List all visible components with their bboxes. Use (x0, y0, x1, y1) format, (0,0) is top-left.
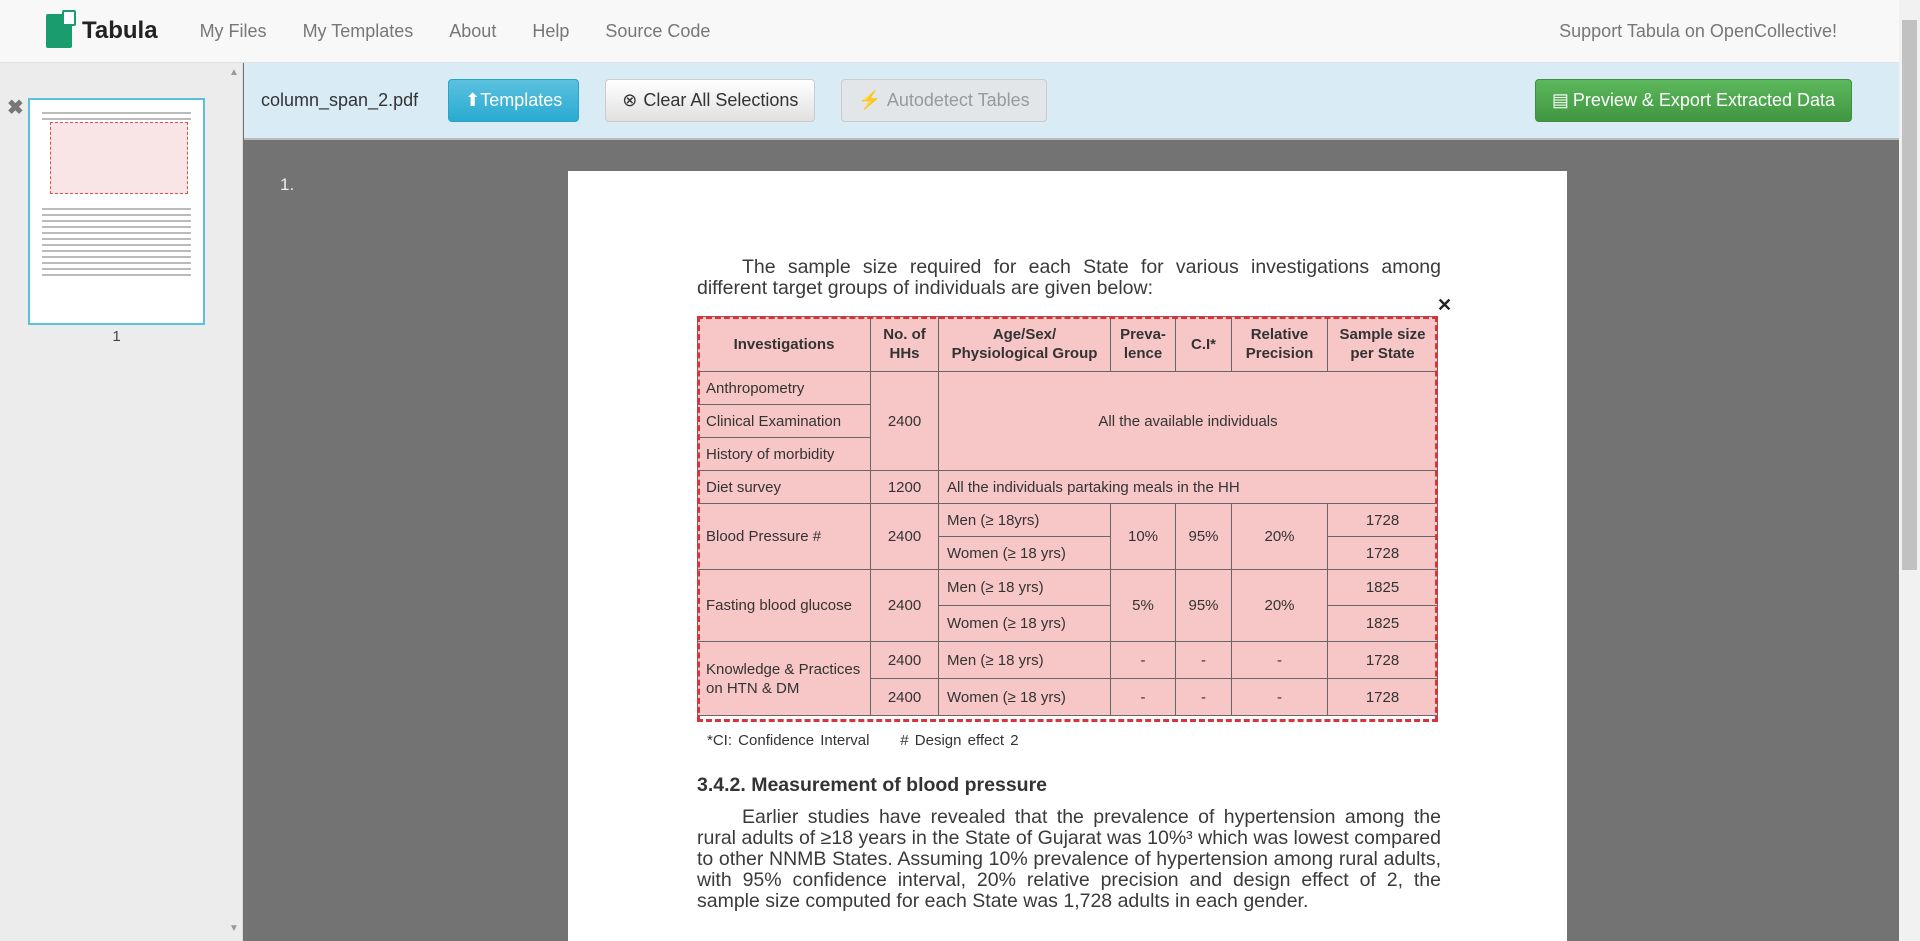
cell: 10% (1111, 504, 1176, 570)
export-label: Preview & Export Extracted Data (1572, 90, 1835, 110)
remove-page-icon[interactable]: ✖ (7, 97, 24, 119)
page-thumbnails-sidebar (0, 63, 243, 941)
header-cell: Investigations (698, 317, 871, 372)
cell: - (1232, 642, 1328, 679)
table-row (698, 642, 1438, 679)
cell: All the individuals partaking meals in the HH (939, 471, 1438, 504)
cell: Men (≥ 18yrs) (939, 504, 1111, 537)
templates-label: Templates (480, 90, 563, 110)
intro-paragraph: The sample size required for each State for various investigations among different target groups of individuals are given below: (697, 256, 1441, 299)
cell: 2400 (871, 570, 939, 642)
brand-name: Tabula (82, 17, 158, 44)
cell: Diet survey (698, 471, 871, 504)
cell: Women (≥ 18 yrs) (939, 606, 1111, 642)
nav-my-files[interactable]: My Files (199, 20, 267, 41)
table-row (698, 372, 1438, 405)
thumbnail-page-number: 1 (112, 328, 121, 345)
table-footnote: *CI: Confidence Interval # Design effect 2 (707, 732, 1019, 749)
cell: 95% (1176, 570, 1232, 642)
scroll-up-icon[interactable]: ▲ (229, 67, 239, 78)
header-cell: Sample size per State (1328, 317, 1438, 372)
cell: 20% (1232, 504, 1328, 570)
autodetect-tables-button[interactable] (841, 79, 1046, 122)
remove-selection-icon[interactable]: ✕ (1437, 295, 1453, 315)
cell: Women (≥ 18 yrs) (939, 679, 1111, 716)
cell: 2400 (871, 372, 939, 471)
cell: 1728 (1328, 504, 1438, 537)
table-row (698, 504, 1438, 537)
scrollbar-thumb[interactable] (1902, 20, 1917, 570)
table-row (698, 471, 1438, 504)
header-cell: Relative Precision (1232, 317, 1328, 372)
cell: Knowledge & Practices on HTN & DM (698, 642, 871, 716)
cell: - (1176, 679, 1232, 716)
cell: 2400 (871, 504, 939, 570)
thumbnail-selection (50, 122, 188, 194)
clear-circle-x-icon: ⊗ (622, 90, 638, 110)
header-cell: Age/Sex/ Physiological Group (939, 317, 1111, 372)
navbar (0, 0, 1899, 63)
clear-all-selections-button[interactable] (605, 79, 815, 122)
header-cell: No. of HHs (871, 317, 939, 372)
cell: 1200 (871, 471, 939, 504)
list-icon: ▤ (1551, 90, 1569, 110)
lightning-icon: ⚡ (858, 90, 881, 110)
cell: 1728 (1328, 642, 1438, 679)
cell: All the available individuals (939, 372, 1438, 471)
header-cell: C.I* (1176, 317, 1232, 372)
cell: Women (≥ 18 yrs) (939, 537, 1111, 570)
nav-help[interactable]: Help (532, 20, 570, 41)
cell: - (1111, 679, 1176, 716)
cell: 1825 (1328, 570, 1438, 606)
data-table (697, 316, 1438, 716)
section-heading: 3.4.2. Measurement of blood pressure (697, 774, 1048, 796)
cell: 2400 (871, 642, 939, 679)
cell: 5% (1111, 570, 1176, 642)
clear-label: Clear All Selections (643, 90, 799, 110)
table-header-row (698, 317, 1438, 372)
toolbar (244, 63, 1899, 140)
cell: Anthropometry (698, 372, 871, 405)
cell: 20% (1232, 570, 1328, 642)
pdf-page[interactable] (568, 171, 1567, 941)
cell: Blood Pressure # (698, 504, 871, 570)
cell: - (1111, 642, 1176, 679)
cell: - (1232, 679, 1328, 716)
tabula-logo-icon (46, 14, 72, 48)
cell: Men (≥ 18 yrs) (939, 642, 1111, 679)
table-row (698, 570, 1438, 606)
nav-source-code[interactable]: Source Code (605, 20, 711, 41)
page-thumbnail[interactable] (28, 98, 205, 325)
cell: 1728 (1328, 679, 1438, 716)
scroll-down-icon[interactable]: ▼ (229, 923, 239, 934)
cell: 1825 (1328, 606, 1438, 642)
header-cell: Preva- lence (1111, 317, 1176, 372)
nav-about[interactable]: About (449, 20, 497, 41)
brand-logo[interactable] (46, 14, 158, 48)
cell: - (1176, 642, 1232, 679)
templates-button[interactable] (448, 79, 579, 122)
cell: 1728 (1328, 537, 1438, 570)
cell: Men (≥ 18 yrs) (939, 570, 1111, 606)
vertical-scrollbar[interactable] (1899, 0, 1920, 941)
support-link[interactable]: Support Tabula on OpenCollective! (1559, 20, 1837, 41)
cell: 2400 (871, 679, 939, 716)
preview-export-button[interactable] (1535, 79, 1852, 122)
body-paragraph: Earlier studies have revealed that the prevalence of hypertension among the rural adults of ≥18 years in the State of Gujarat was 10%³ which was lowest compared to other NNMB States. Assuming 10% prevalence of hypertension among rural adults, with 95% confidence interval, 20% relative precision and design effect of 2, the sample size computed for each State was 1,728 adults in each gender. (697, 806, 1441, 912)
autodetect-label: Autodetect Tables (886, 90, 1030, 110)
nav-my-templates[interactable]: My Templates (302, 20, 414, 41)
cell: 95% (1176, 504, 1232, 570)
cell: History of morbidity (698, 438, 871, 471)
page-number: 1. (280, 175, 295, 194)
cell: Clinical Examination (698, 405, 871, 438)
cell: Fasting blood glucose (698, 570, 871, 642)
templates-icon: ⬆ (465, 90, 481, 110)
filename: column_span_2.pdf (261, 90, 419, 110)
